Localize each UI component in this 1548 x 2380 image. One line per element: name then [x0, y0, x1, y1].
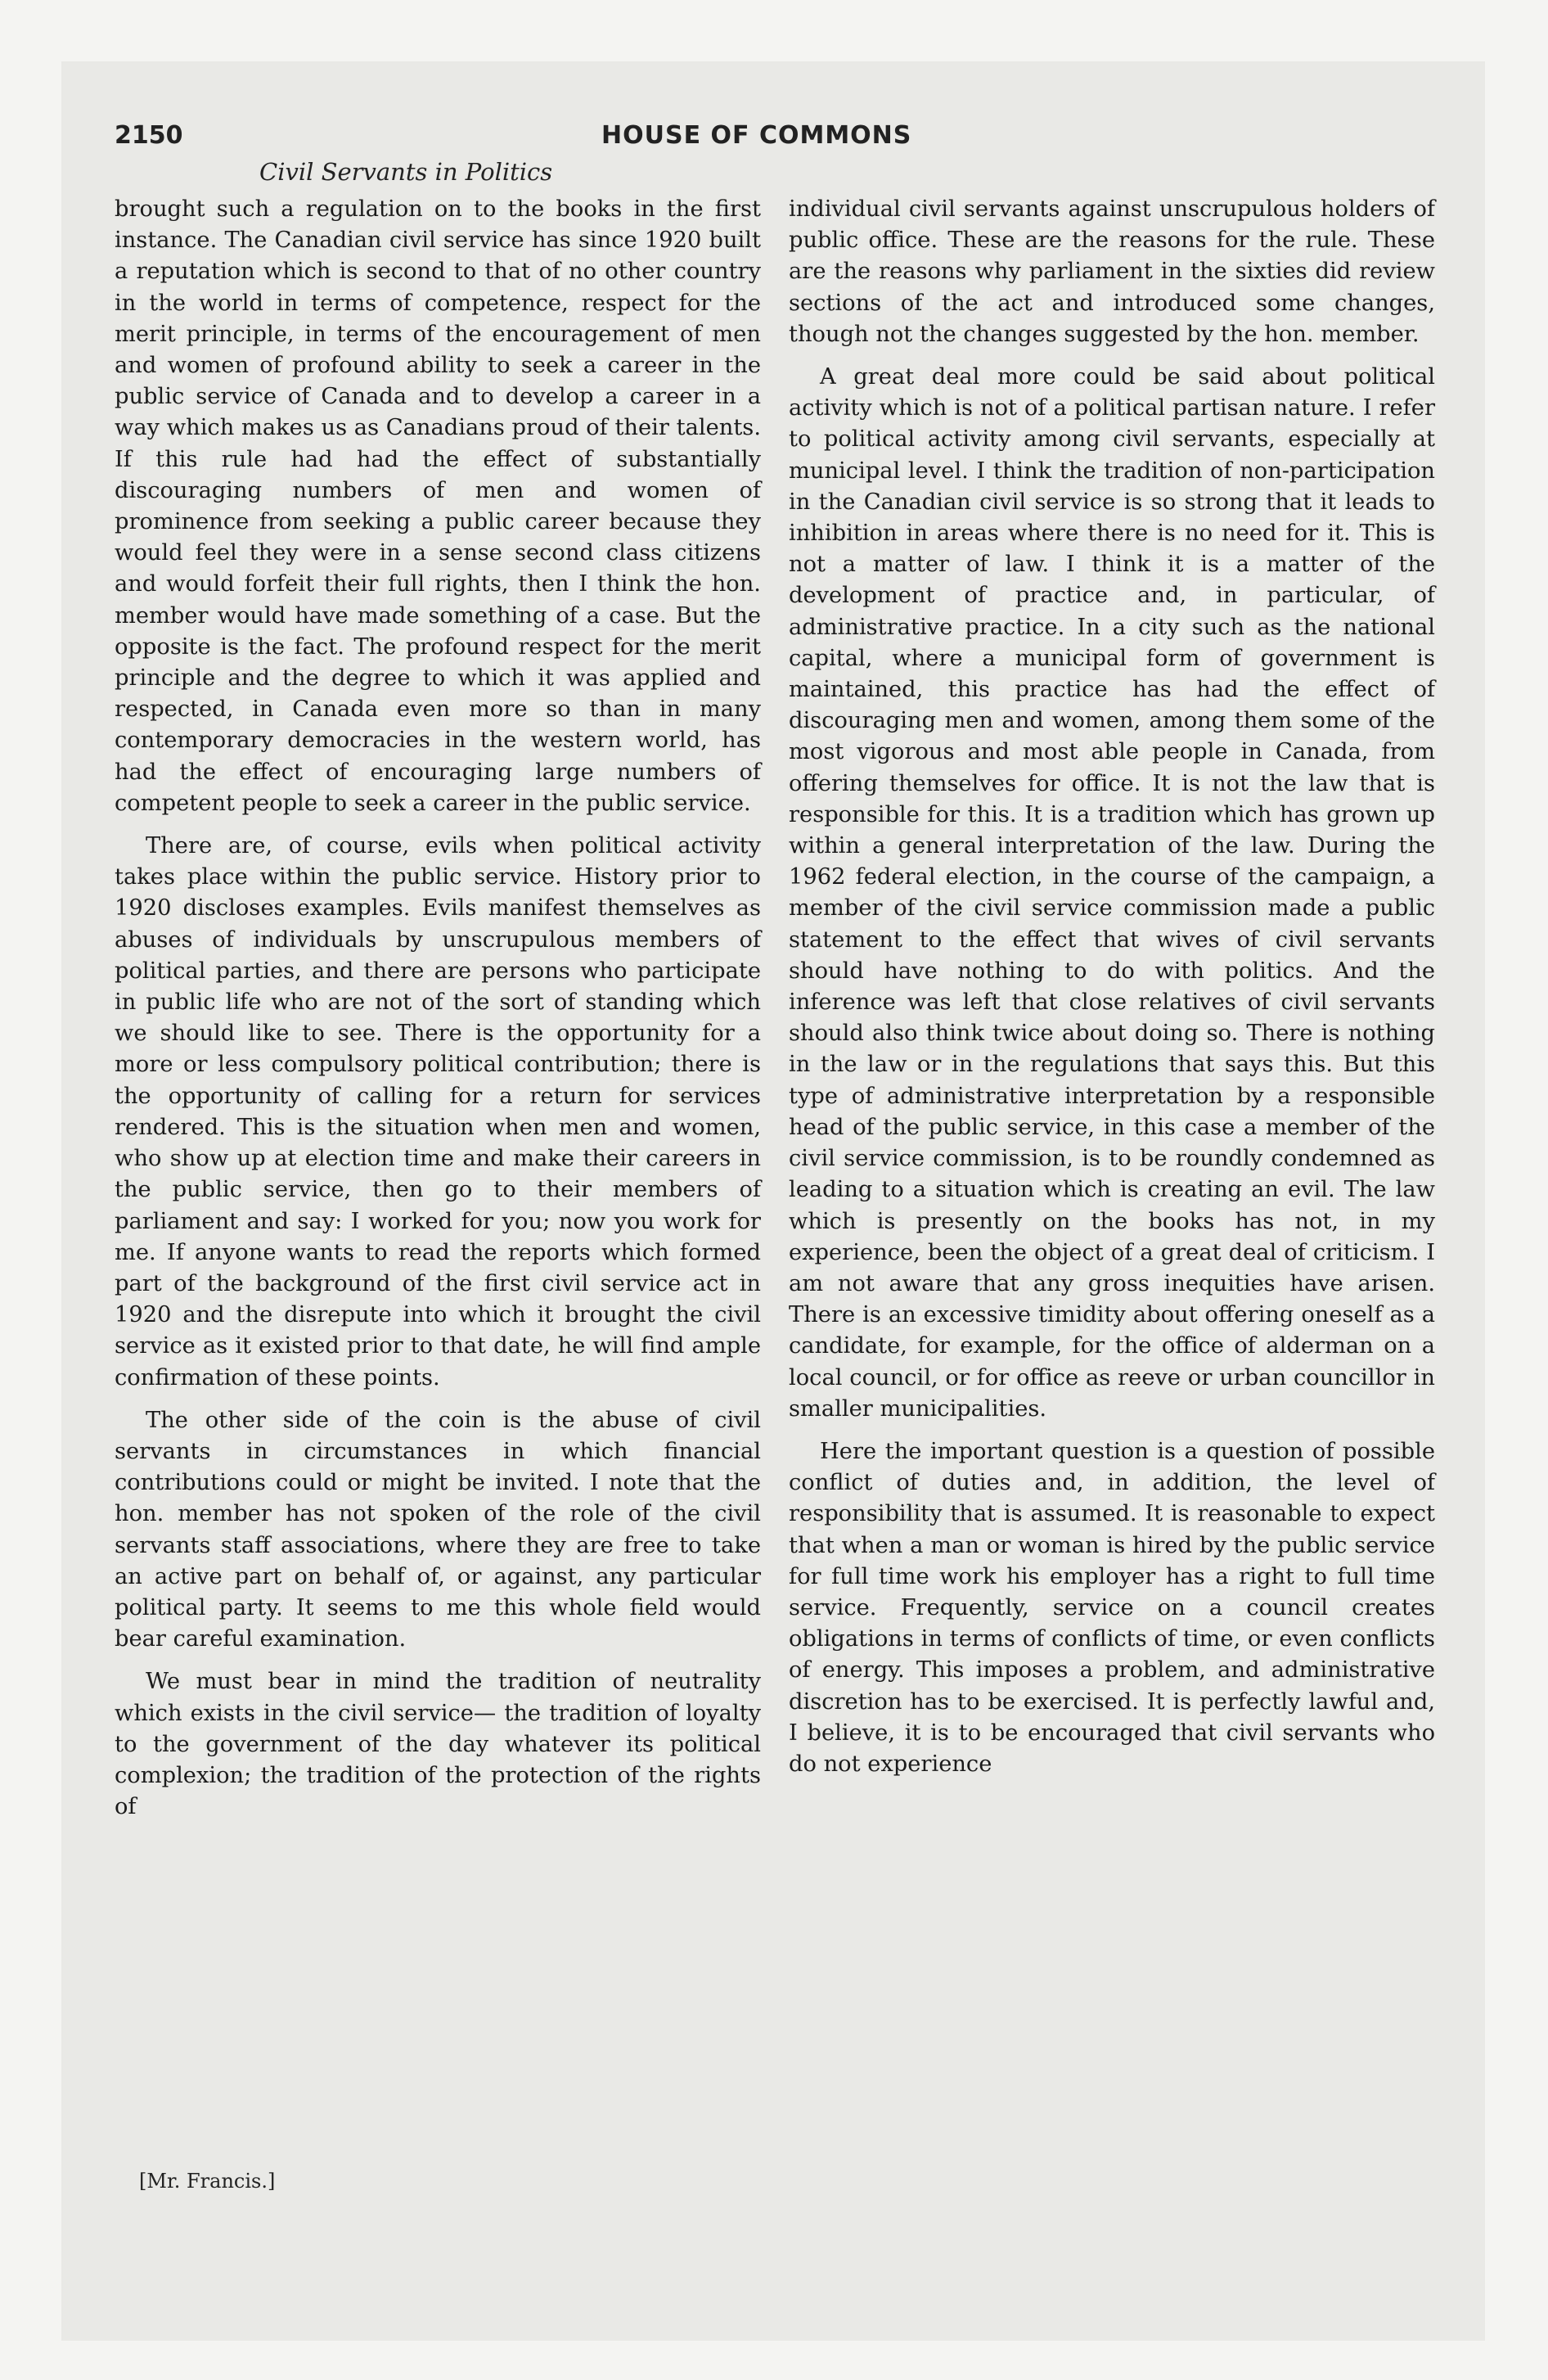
section-subtitle: Civil Servants in Politics	[259, 158, 553, 186]
left-paragraph-4: We must bear in mind the tradition of neutrality which exists in the civil service— the tradition of loyalty to the government of the day whatever its political complexion; the tradition of the protection of the rights of	[115, 1669, 761, 1820]
header-title: HOUSE OF COMMONS	[601, 121, 912, 150]
left-column	[115, 194, 761, 1834]
left-paragraph-3: The other side of the coin is the abuse of civil servants in circumstances in which financial contributions could or might be invited. I note that the hon. member has not spoken of the role of the civil servants staff associations, where they are free to take an active part on behalf of, or against, any particular political party. It seems to me this whole field would bear careful examination.	[115, 1407, 761, 1652]
speaker-footnote: [Mr. Francis.]	[139, 2170, 276, 2193]
left-paragraph-2: There are, of course, evils when political activity takes place within the public service. History prior to 1920 discloses examples. Evils manifest themselves as abuses of individuals by unscrupulous members of political parties, and there are persons who participate in public life who are not of the sort of standing which we should like to see. There is the opportunity for a more or less compulsory political contribution; there is the opportunity of calling for a return for services rendered. This is the situation when men and women, who show up at election time and make their careers in the public service, then go to their members of parliament and say: I worked for you; now you work for me. If anyone wants to read the reports which formed part of the background of the first civil service act in 1920 and the disrepute into which it brought the civil service as it existed prior to that date, he will find ample confirmation of these points.	[115, 833, 761, 1391]
right-column	[789, 194, 1435, 1792]
page-number: 2150	[115, 121, 183, 150]
right-paragraph-1: individual civil servants against unscrupulous holders of public office. These are the reasons for the rule. These are the reasons why parliament in the sixties did review sections of the act and introduced some changes, though not the changes suggested by the hon. member.	[789, 196, 1435, 347]
left-paragraph-1: brought such a regulation on to the books in the first instance. The Canadian civil service has since 1920 built a reputation which is second to that of no other country in the world in terms of competence, respect for the merit principle, in terms of the encouragement of men and women of profound ability to seek a career in the public service of Canada and to develop a career in a way which makes us as Canadians proud of their talents. If this rule had had the effect of substantially discouraging numbers of men and women of prominence from seeking a public career because they would feel they were in a sense second class citizens and would forfeit their full rights, then I think the hon. member would have made something of a case. But the opposite is the fact. The profound respect for the merit principle and the degree to which it was applied and respected, in Canada even more so than in many contemporary democracies in the western world, has had the effect of encouraging large numbers of competent people to seek a career in the public service.	[115, 196, 761, 816]
page-header	[115, 121, 949, 162]
right-paragraph-3: Here the important question is a question of possible conflict of duties and, in addition, the level of responsibility that is assumed. It is reasonable to expect that when a man or woman is hired by the public service for full time work his employer has a right to full time service. Frequently, service on a council creates obligations in terms of conflicts of time, or even conflicts of energy. This imposes a problem, and administrative discretion has to be exercised. It is perfectly lawful and, I believe, it is to be encouraged that civil servants who do not experience	[789, 1438, 1435, 1777]
right-paragraph-2: A great deal more could be said about political activity which is not of a political partisan nature. I refer to political activity among civil servants, especially at municipal level. I think the tradition of non-participation in the Canadian civil service is so strong that it leads to inhibition in areas where there is no need for it. This is not a matter of law. I think it is a matter of the development of practice and, in particular, of administrative practice. In a city such as the national capital, where a municipal form of government is maintained, this practice has had the effect of discouraging men and women, among them some of the most vigorous and most able people in Canada, from offering themselves for office. It is not the law that is responsible for this. It is a tradition which has grown up within a general interpretation of the law. During the 1962 federal election, in the course of the campaign, a member of the civil service commission made a public statement to the effect that wives of civil servants should have nothing to do with politics. And the inference was left that close relatives of civil servants should also think twice about doing so. There is nothing in the law or in the regulations that says this. But this type of administrative interpretation by a responsible head of the public service, in this case a member of the civil service commission, is to be roundly condemned as leading to a situation which is creating an evil. The law which is presently on the books has not, in my experience, been the object of a great deal of criticism. I am not aware that any gross inequities have arisen. There is an excessive timidity about offering oneself as a candidate, for example, for the office of alderman on a local council, or for office as reeve or urban councillor in smaller municipalities.	[789, 364, 1435, 1422]
